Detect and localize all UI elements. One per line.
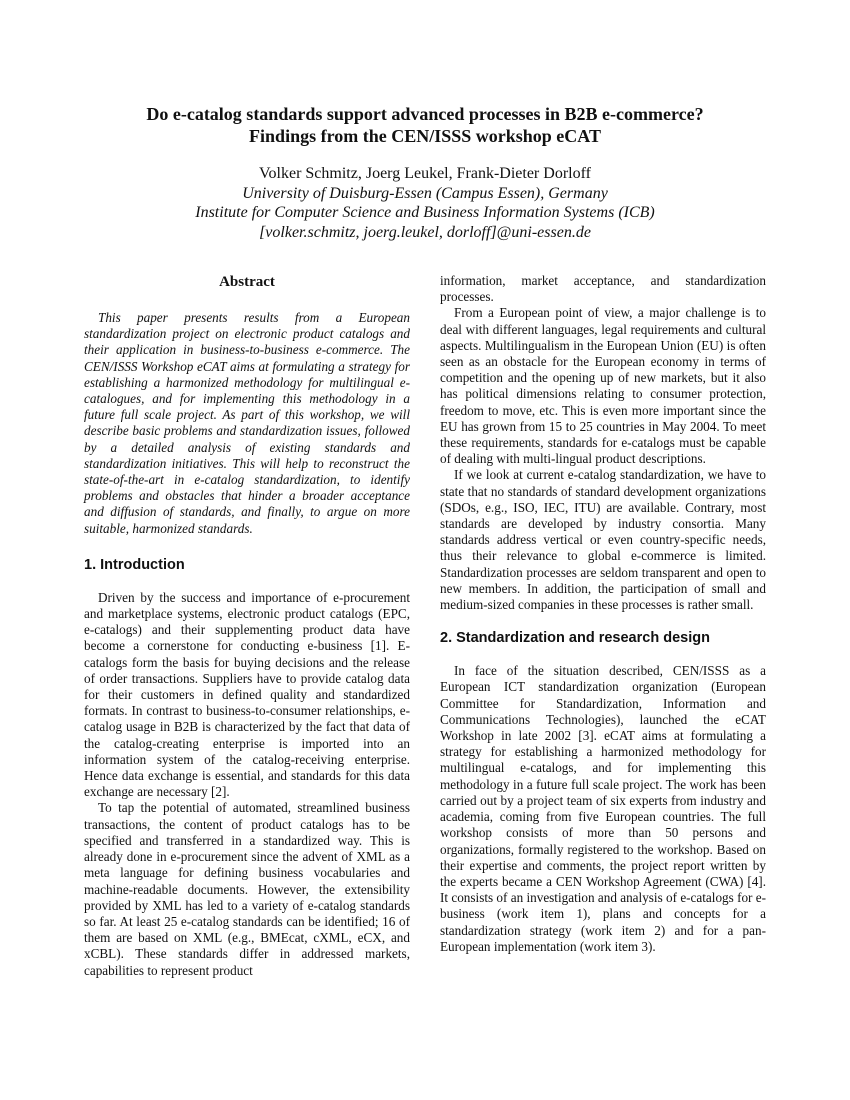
introduction-paragraph: To tap the potential of automated, streamlined business transactions, the content of product catalogs has to be specified and transferred in a standardized way. This is already done in e-procurement since the advent of XML as a meta language for defining business vocabularies and machine-readable documents. However, the extensibility provided by XML has led to a variety of e-catalog standards so far. At least 25 e-catalog standards can be identified; 16 of them are based on XML (e.g., BMEcat, cXML, eCX, and xCBL). These standards differ in addressed markets, capabilities to represent product <box>84 800 410 978</box>
title-line-1: Do e-catalog standards support advanced processes in B2B e-commerce? <box>146 104 704 124</box>
spacer <box>440 648 766 663</box>
right-column <box>440 273 766 955</box>
paper-title <box>60 103 790 147</box>
affiliation-institute: Institute for Computer Science and Business Information Systems (ICB) <box>195 204 655 221</box>
author-email: [volker.schmitz, joerg.leukel, dorloff]@uni-essen.de <box>259 223 591 241</box>
continued-paragraph: information, market acceptance, and standardization processes. <box>440 273 766 305</box>
spacer <box>84 537 410 555</box>
title-line-2: Findings from the CEN/ISSS workshop eCAT <box>249 126 601 146</box>
body-paragraph: From a European point of view, a major challenge is to deal with different languages, legal requirements and cultural aspects. Multilingualism in the European Union (EU) is often seen as an obstacle for the European economy in terms of competition and the opening up of new markets, but it also has political dimensions relating to consumer protection, freedom to move, etc. This is even more important since the EU has grown from 15 to 25 countries in May 2004. To meet these requirements, standards for e-catalogs must be capable of dealing with multi-lingual product descriptions. <box>440 305 766 467</box>
section-2-heading: 2. Standardization and research design <box>440 630 710 647</box>
author-names: Volker Schmitz, Joerg Leukel, Frank-Dieter Dorloff <box>259 165 591 182</box>
spacer <box>84 575 410 590</box>
author-block <box>60 164 790 242</box>
section-2-paragraph: In face of the situation described, CEN/ISSS as a European ICT standardization organization (European Committee for Standardization, Information and Communications Technologies), launched the eCAT Workshop in late 2002 [3]. eCAT aims at formulating a strategy for establishing a harmonized methodology for multilingual e-catalogs, and for implementing this methodology in a future full scale project. The work has been carried out by a project team of six experts from industry and academia, coming from five European countries. The full workshop consists of more than 50 persons and organizations, formally registered to the workshop. Based on their expertise and comments, the project report written by the experts became a CEN Workshop Agreement (CWA) [4]. It consists of an investigation and analysis of e-catalogs for e-business (work item 1), plans and concepts for a standardization strategy (work item 2) and for a pan-European implementation (work item 3). <box>440 663 766 954</box>
body-paragraph: If we look at current e-catalog standardization, we have to state that no standards of standard development organizations (SDOs, e.g., ISO, IEC, ITU) are available. Contrary, most standards are developed by industry consortia. Many standards address vertical or even country-specific needs, thus their relevance to global e-commerce is limited. Standardization processes are seldom transparent and open to new members. In addition, the participation of small and medium-sized companies in these processes is rather small. <box>440 467 766 613</box>
spacer <box>440 613 766 628</box>
introduction-heading: 1. Introduction <box>84 556 185 573</box>
affiliation-university: University of Duisburg-Essen (Campus Essen), Germany <box>242 184 608 202</box>
introduction-paragraph: Driven by the success and importance of e-procurement and marketplace systems, electronic product catalogs (EPC, e-catalogs) and their supplementing product data have become a cornerstone for conducting e-business [1]. E-catalogs form the basis for buying decisions and the release of order transactions. Suppliers have to provide catalog data for their customers in defined quality and standardized formats. In contrast to business-to-consumer relationships, e-catalog usage in B2B is characterized by the fact that data of the catalog-creating enterprise is imported into an information system of the catalog-receiving enterprise. Hence data exchange is essential, and standards for this data exchange are necessary [2]. <box>84 589 410 800</box>
left-column <box>84 272 410 979</box>
abstract-text: This paper presents results from a European standardization project on electronic product catalogs and their application in business-to-business e-commerce. The CEN/ISSS Workshop eCAT aims at formulating a strategy for establishing a harmonized methodology for multilingual e-catalogues, and for implementing this methodology in a future full scale project. As part of this workshop, we will describe basic problems and standardization issues, followed by a detailed analysis of existing standards and standardization initiatives. This will help to reconstruct the state-of-the-art in e-catalog standardization, to identify problems and obstacles that hinder a broader acceptance and diffusion of standards, and finally, to argue on more suitable, harmonized standards. <box>84 310 410 536</box>
abstract-heading: Abstract <box>219 274 275 290</box>
